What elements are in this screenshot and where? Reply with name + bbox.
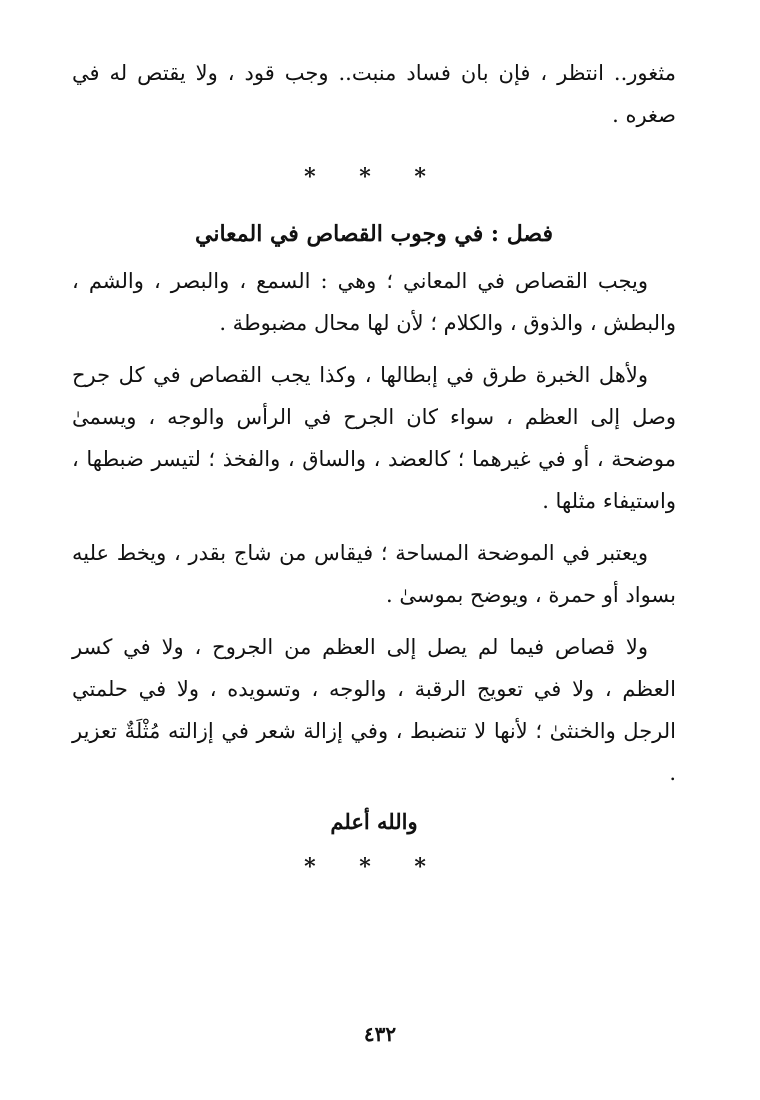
separator-top: * * * xyxy=(304,164,444,190)
paragraph-3: ويعتبر في الموضحة المساحة ؛ فيقاس من شاج بقدر ، ويخط عليه بسواد أو حمرة ، ويوضح بموسىٰ . xyxy=(72,541,676,607)
page-body xyxy=(72,52,676,904)
paragraph-2: ولأهل الخبرة طرق في إبطالها ، وكذا يجب القصاص في كل جرح وصل إلى العظم ، سواء كان الجرح في الرأس والوجه ، ويسمىٰ موضحة ، أو في غيرهما ؛ كالعضد ، والساق ، والفخذ ؛ لتيسر ضبطها ، واستيفاء مثلها . xyxy=(72,363,676,513)
paragraph-1: ويجب القصاص في المعاني ؛ وهي : السمع ، والبصر ، والشم ، والبطش ، والذوق ، والكلام ؛ لأن لها محال مضبوطة . xyxy=(72,269,676,335)
intro-paragraph: مثغور.. انتظر ، فإن بان فساد منبت.. وجب قود ، ولا يقتص له في صغره . xyxy=(72,61,676,127)
page-number: ٤٣٢ xyxy=(363,1022,397,1046)
closing-phrase: والله أعلم xyxy=(330,809,418,834)
paragraph-4: ولا قصاص فيما لم يصل إلى العظم من الجروح ، ولا في كسر العظم ، ولا في تعويج الرقبة ، والوجه ، وتسويده ، ولا في حلمتي الرجل والخنثىٰ ؛ لأنها لا تنضبط ، وفي إزالة شعر في إزالته مُثْلَةٌ تعزير . xyxy=(72,635,676,785)
section-heading: فصل : في وجوب القصاص في المعاني xyxy=(195,221,553,247)
separator-bottom: * * * xyxy=(304,854,444,880)
